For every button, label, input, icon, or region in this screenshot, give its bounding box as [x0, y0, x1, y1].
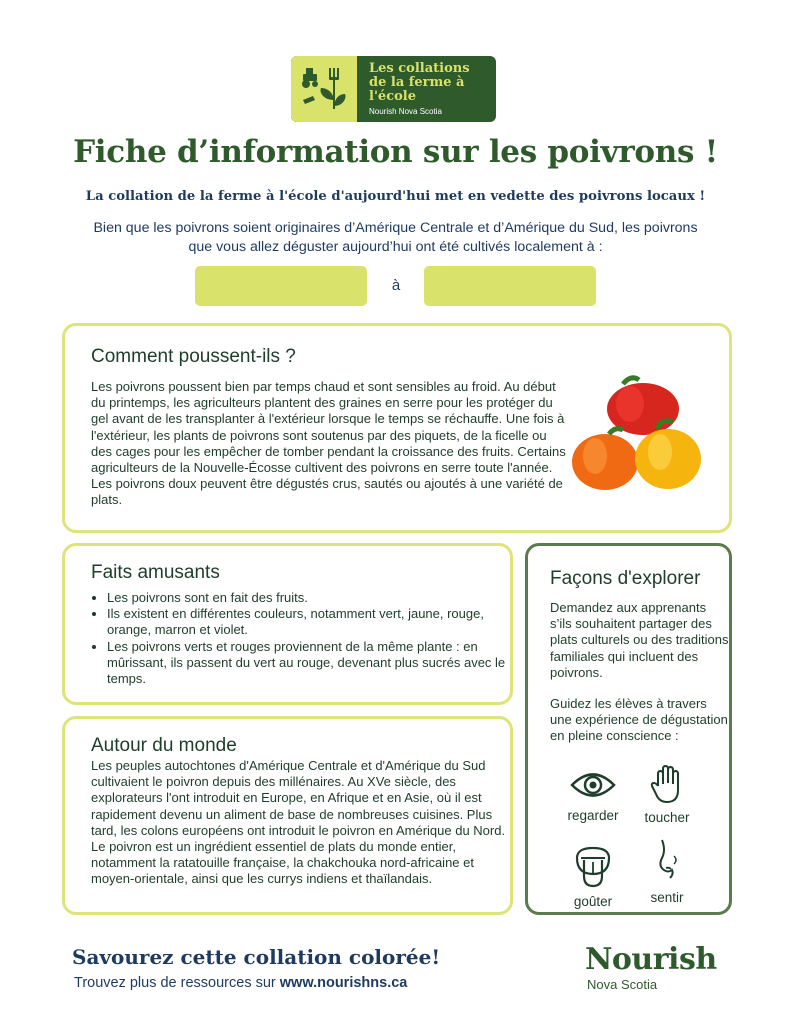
tongue-icon: [573, 844, 613, 888]
fun-fact-item: • Ils existent en différentes couleurs, notamment vert, jaune, rouge, orange, marron et violet.: [107, 606, 507, 638]
logo-subtitle: Nourish Nova Scotia: [369, 107, 442, 116]
fun-facts-list: [107, 590, 507, 687]
logo-title: Les collations de la ferme à l'école: [369, 61, 470, 104]
footer-resources: [74, 975, 407, 991]
how-they-grow-title: Comment poussent-ils ?: [91, 346, 296, 367]
sense-label: goûter: [573, 894, 613, 909]
sense-touch: [617, 764, 717, 825]
explore-paragraph-2: Guidez les élèves à travers une expérience de dégustation en pleine conscience :: [550, 696, 728, 744]
resources-link[interactable]: www.nourishns.ca: [279, 975, 408, 991]
sense-label: regarder: [567, 808, 619, 823]
around-the-world-title: Autour du monde: [91, 735, 237, 756]
sense-label: sentir: [650, 890, 684, 905]
around-the-world-text: Les peuples autochtones d'Amérique Centrale et d'Amérique du Sud cultivaient le poivron depuis des millénaires. Au XVe siècle, des explorateurs l'ont introduit en Europe, en Afrique et en Asie, où il est rapidement devenu un aliment de base de nombreuses cuisines. Plus tard, les colons européens ont introduit le poivron en Amérique du Nord. Le poivron est un ingrédient essentiel de plats du monde entier, notamment la ratatouille française, la chakchouka nord-africaine et moyen-orientale, ainsi que les currys indiens et thaïlandais.: [91, 758, 506, 887]
eye-icon: [569, 768, 617, 802]
intro-text: Bien que les poivrons soient originaires d’Amérique Centrale et d’Amérique du Sud, les poivrons que vous allez déguster aujourd’hui ont été cultivés localement à :: [93, 220, 698, 255]
fun-facts-title: Faits amusants: [91, 562, 220, 583]
sense-smell: [617, 838, 717, 905]
how-they-grow-text: Les poivrons poussent bien par temps chaud et sont sensibles au froid. Au début du printemps, les agriculteurs plantent des graines en serre pour les protéger du gel avant de les transplanter à l'extérieur lorsque le temps se réchauffe. Une fois à l'extérieur, les plants de poivrons sont soutenus par des piquets, de la ficelle ou des cages pour les empêcher de tomber pendant la croissance des fruits. Certains agriculteurs de la Nouvelle-Écosse cultivent des poivrons en serre toute l'année. Les poivrons doux peuvent être dégustés crus, sautés ou ajoutés à une variété de plats.: [91, 379, 566, 508]
ways-to-explore-card: [525, 543, 732, 915]
how-they-grow-card: [62, 323, 732, 533]
sense-label: toucher: [644, 810, 690, 825]
fun-fact-item: • Les poivrons sont en fait des fruits.: [107, 590, 507, 606]
hand-icon: [650, 764, 684, 804]
explore-paragraph-1: Demandez aux apprenants s’ils souhaitent partager des plats culturels ou des traditions familiales qui incluent des poivrons.: [550, 600, 729, 680]
footer-title: Savourez cette collation colorée!: [72, 945, 441, 969]
brand-subtitle: Nova Scotia: [587, 977, 658, 992]
farm-fork-logo-icon: [291, 56, 357, 122]
fun-fact-item: • Les poivrons verts et rouges proviennent de la même plante : en mûrissant, ils passent du vert au rouge, devenant plus sucrés avec le temps.: [107, 639, 507, 688]
resources-prefix: Trouvez plus de ressources sur: [74, 975, 280, 991]
around-the-world-card: [62, 716, 513, 915]
page-title: Fiche d’information sur les poivrons !: [73, 134, 718, 170]
fun-facts-card: [62, 543, 513, 705]
nose-icon: [652, 838, 682, 884]
nourish-logo: [585, 942, 735, 1002]
page-subtitle: La collation de la ferme à l'école d'aujourd'hui met en vedette des poivrons locaux !: [85, 189, 706, 204]
ways-to-explore-title: Façons d'explorer: [550, 568, 701, 589]
brand-name: Nourish: [585, 942, 717, 977]
location-field[interactable]: [424, 266, 596, 306]
bell-peppers-image: [565, 374, 715, 504]
location-connector: à: [391, 277, 401, 294]
program-logo: [291, 56, 496, 122]
farm-name-field[interactable]: [195, 266, 367, 306]
